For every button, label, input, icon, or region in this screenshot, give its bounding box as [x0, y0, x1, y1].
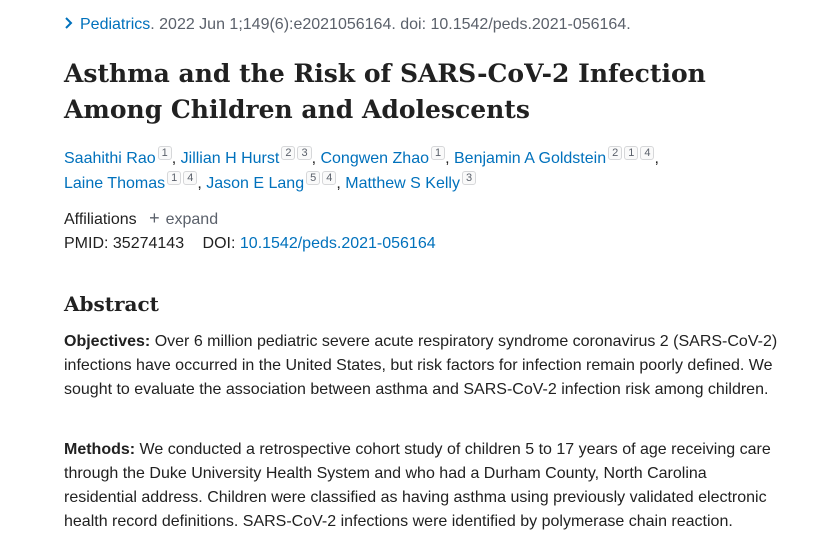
chevron-right-icon[interactable]: [64, 16, 76, 34]
affiliation-ref[interactable]: 3: [297, 146, 311, 160]
pmid-value: 35274143: [112, 235, 185, 252]
author-link[interactable]: Jason E Lang: [206, 175, 305, 192]
expand-button[interactable]: [149, 208, 219, 228]
methods-paragraph: [64, 438, 784, 534]
doi-link[interactable]: 10.1542/peds.2021-056164: [239, 235, 436, 252]
objectives-label: Objectives:: [64, 333, 151, 350]
plus-icon: +: [149, 208, 160, 228]
affiliation-ref[interactable]: 3: [462, 171, 476, 185]
author-link[interactable]: Congwen Zhao: [320, 150, 429, 167]
affiliation-ref[interactable]: 1: [624, 146, 638, 160]
expand-label: expand: [165, 211, 219, 228]
author-link[interactable]: Matthew S Kelly: [345, 175, 460, 192]
affiliations-label: Affiliations: [64, 211, 137, 228]
citation-details: . 2022 Jun 1;149(6):e2021056164. doi: 10.1542/peds.2021-056164.: [150, 16, 631, 33]
methods-label: Methods:: [64, 441, 136, 458]
doi-label: DOI:: [202, 235, 236, 252]
author-link[interactable]: Jillian H Hurst: [180, 150, 280, 167]
author-link[interactable]: Benjamin A Goldstein: [454, 150, 607, 167]
identifiers: [64, 235, 436, 253]
abstract-heading: Abstract: [64, 292, 159, 316]
affiliation-ref[interactable]: 2: [281, 146, 295, 160]
affiliations-toggle[interactable]: [64, 208, 218, 229]
author-list: Saahithi Rao 1 , Jillian H Hurst 2 3 , Congwen Zhao 1 , Benjamin A Goldstein 2 1 4 , Laine Thomas 1 4 , Jason E Lang 5 4 , Matthew S Kelly 3: [64, 147, 659, 192]
affiliation-ref[interactable]: 1: [158, 146, 172, 160]
citation-line: [64, 16, 631, 34]
objectives-text: Over 6 million pediatric severe acute respiratory syndrome coronavirus 2 (SARS-CoV-2) infections have occurred in the United States, but risk factors for infection remain poorly defined. We sought to evaluate the association between asthma and SARS-CoV-2 infection risk among children.: [64, 333, 778, 398]
journal-link[interactable]: Pediatrics: [80, 16, 151, 33]
article-title: [64, 56, 784, 128]
affiliation-ref[interactable]: 4: [183, 171, 197, 185]
methods-text: We conducted a retrospective cohort study of children 5 to 17 years of age receiving care through the Duke University Health System and who had a Durham County, North Carolina residential address. Children were classified as having asthma using previously validated electronic health record definitions. SARS-CoV-2 infections were identified by polymerase chain reaction.: [64, 441, 771, 530]
pmid-label: PMID:: [64, 235, 109, 252]
article-title-line1: Asthma and the Risk of SARS-CoV-2 Infection: [64, 59, 706, 88]
affiliation-ref[interactable]: 1: [431, 146, 445, 160]
affiliation-ref[interactable]: 1: [167, 171, 181, 185]
author-link[interactable]: Saahithi Rao: [64, 150, 156, 167]
affiliation-ref[interactable]: 4: [640, 146, 654, 160]
author-link[interactable]: Laine Thomas: [64, 175, 166, 192]
article-title-line2: Among Children and Adolescents: [64, 95, 530, 124]
affiliation-ref[interactable]: 2: [608, 146, 622, 160]
affiliation-ref[interactable]: 5: [306, 171, 320, 185]
objectives-paragraph: [64, 330, 784, 402]
affiliation-ref[interactable]: 4: [322, 171, 336, 185]
